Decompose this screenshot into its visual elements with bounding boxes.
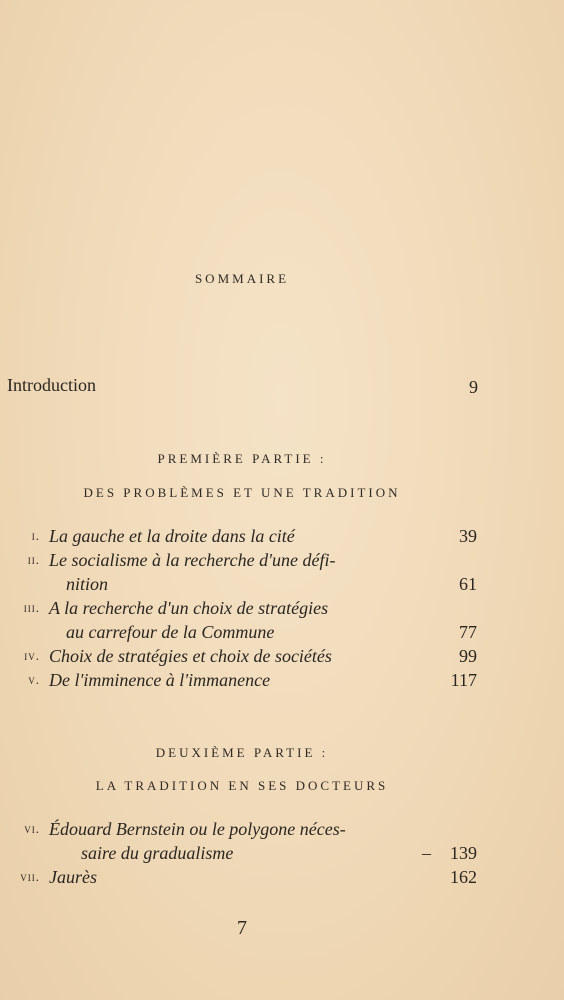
- chapter-title: La gauche et la droite dans la cité: [49, 526, 295, 546]
- chapter-page: 162: [450, 867, 477, 887]
- chapter-title: Choix de stratégies et choix de sociétés: [49, 646, 332, 666]
- introduction-title: Introduction: [7, 375, 96, 395]
- chapter-title: A la recherche d'un choix de stratégies: [49, 598, 329, 618]
- toc-entry-6-cont: [0, 843, 564, 867]
- chapter-title-cont: nition: [66, 574, 109, 594]
- toc-entry-6: [0, 819, 564, 843]
- chapter-page: 77: [459, 622, 477, 642]
- chapter-title: De l'imminence à l'immanence: [49, 670, 271, 690]
- toc-entry-5: [0, 670, 564, 694]
- chapter-number: vi.: [24, 821, 40, 836]
- chapter-title: Le socialisme à la recherche d'une défi-: [49, 550, 336, 570]
- page-title: SOMMAIRE: [194, 271, 290, 286]
- toc-entry-4: [0, 646, 564, 670]
- toc-entry-2: [0, 550, 564, 574]
- chapter-title: Édouard Bernstein ou le polygone néces-: [49, 819, 346, 839]
- part1-title: PREMIÈRE PARTIE :: [157, 451, 327, 466]
- chapter-page: 61: [459, 574, 477, 594]
- chapter-number: i.: [31, 528, 40, 543]
- chapter-number: iii.: [23, 600, 40, 615]
- chapter-page: 99: [459, 646, 477, 666]
- chapter-title-cont: au carrefour de la Commune: [66, 622, 275, 642]
- leader-dash: –: [422, 843, 431, 863]
- part2-title: DEUXIÈME PARTIE :: [155, 745, 329, 760]
- chapter-title: Jaurès: [49, 867, 97, 887]
- part2-subtitle: LA TRADITION EN SES DOCTEURS: [95, 778, 389, 793]
- toc-entry-3-cont: [0, 622, 564, 646]
- introduction-page: 9: [469, 377, 478, 397]
- chapter-page: 139: [450, 843, 477, 863]
- chapter-title-cont: saire du gradualisme: [81, 843, 234, 863]
- chapter-page: 117: [450, 670, 477, 690]
- chapter-number: ii.: [27, 552, 40, 567]
- chapter-number: vii.: [20, 869, 40, 884]
- toc-entry-1: [0, 526, 564, 550]
- part1-subtitle: DES PROBLÈMES ET UNE TRADITION: [83, 485, 401, 500]
- chapter-number: iv.: [24, 648, 40, 663]
- toc-entry-3: [0, 598, 564, 622]
- toc-entry-7: [0, 867, 564, 891]
- page-number: 7: [237, 917, 247, 939]
- chapter-page: 39: [459, 526, 477, 546]
- toc-entry-2-cont: [0, 574, 564, 598]
- chapter-number: v.: [28, 672, 40, 687]
